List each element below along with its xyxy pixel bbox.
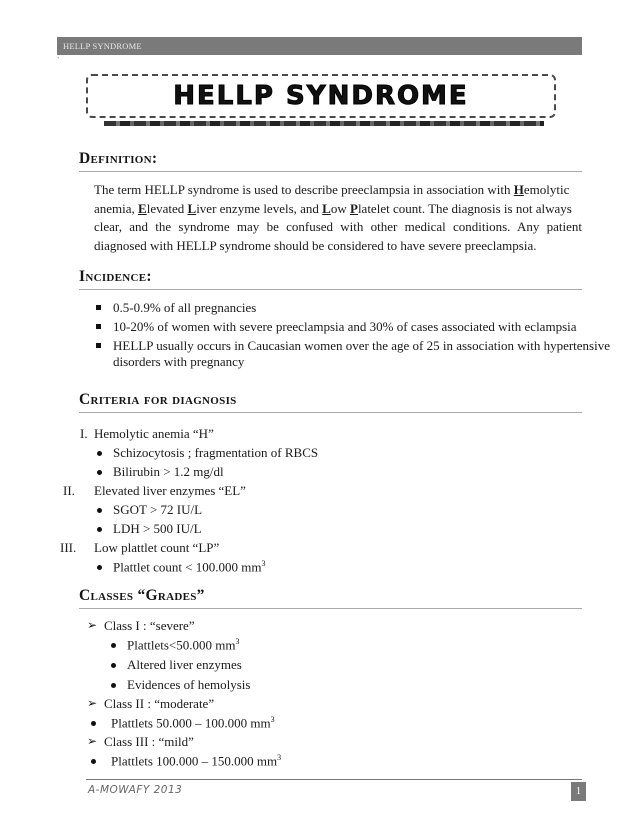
- arrow-bullet-icon: ➢: [87, 618, 98, 632]
- definition-paragraph: The term HELLP syndrome is used to describe preeclampsia in association with Hemolytic anemia, Elevated Liver enzyme levels, and Low Platelet count. The diagnosis is not always clear, and the syndrome may be confused with other medical conditions. Any patient diagnosed with HELLP syndrome should be considered to have severe preeclampsia.: [94, 182, 582, 253]
- list-item: Evidences of hemolysis: [127, 677, 251, 692]
- list-item: Schizocytosis ; fragmentation of RBCS: [113, 445, 319, 460]
- square-bullet-icon: [96, 305, 101, 310]
- list-item-continuation: disorders with pregnancy: [113, 354, 245, 369]
- arrow-bullet-icon: ➢: [87, 734, 98, 748]
- list-item: Plattlets 50.000 – 100.000 $mm^3$: [111, 715, 275, 731]
- bullet-icon: [91, 721, 96, 726]
- bullet-icon: [111, 643, 116, 648]
- class-label: Class I : “severe”: [104, 618, 195, 633]
- bullet-icon: [111, 663, 116, 668]
- list-item: Plattlet count < 100.000 $mm^3$: [113, 559, 266, 575]
- square-bullet-icon: [96, 324, 101, 329]
- list-item: HELLP usually occurs in Caucasian women over the age of 25 in association with hypertensive: [113, 338, 611, 353]
- roman-numeral: I.: [80, 426, 88, 441]
- roman-numeral: III.: [60, 540, 77, 555]
- criteria-group-label: Hemolytic anemia “H”: [94, 426, 214, 441]
- bullet-icon: [111, 683, 116, 688]
- square-bullet-icon: [96, 343, 101, 348]
- list-item: Plattlets<50.000 $mm^3$: [127, 637, 240, 653]
- page-number: 1: [571, 782, 586, 801]
- bullet-icon: [91, 759, 96, 764]
- list-item: Plattlets 100.000 – 150.000 $mm^3$: [111, 753, 282, 769]
- footer-author: A-MOWAFY 2013: [88, 784, 183, 796]
- list-item: 10-20% of women with severe preeclampsia and 30% of cases associated with eclampsia: [113, 319, 577, 334]
- bullet-icon: [97, 470, 102, 475]
- list-item: SGOT > 72 IU/L: [113, 502, 203, 517]
- list-item: 0.5-0.9% of all pregnancies: [113, 300, 257, 315]
- footer-divider: [86, 779, 582, 780]
- bullet-icon: [97, 565, 102, 570]
- classes-heading: Classes “Grades”: [79, 587, 582, 609]
- criteria-heading: Criteria for diagnosis: [79, 391, 582, 413]
- criteria-group-label: Low plattlet count “LP”: [94, 540, 220, 555]
- title-box: [86, 74, 556, 118]
- arrow-bullet-icon: ➢: [87, 696, 98, 710]
- bullet-icon: [97, 451, 102, 456]
- roman-numeral: II.: [63, 483, 75, 498]
- class-label: Class III : “mild”: [104, 734, 194, 749]
- class-label: Class II : “moderate”: [104, 696, 215, 711]
- list-item: Altered liver enzymes: [127, 657, 242, 672]
- definition-heading: Definition:: [79, 150, 582, 172]
- bullet-icon: [97, 527, 102, 532]
- incidence-heading: Incidence:: [79, 268, 582, 290]
- title-underline-decoration: [104, 121, 544, 126]
- bullet-icon: [97, 508, 102, 513]
- running-header: HELLP SYNDROME: [57, 37, 582, 55]
- list-item: Bilirubin > 1.2 mg/dl: [113, 464, 224, 479]
- tick-mark: `: [57, 56, 60, 65]
- list-item: LDH > 500 IU/L: [113, 521, 202, 536]
- criteria-group-label: Elevated liver enzymes “EL”: [94, 483, 246, 498]
- page-title: HELLP SYNDROME: [173, 81, 469, 111]
